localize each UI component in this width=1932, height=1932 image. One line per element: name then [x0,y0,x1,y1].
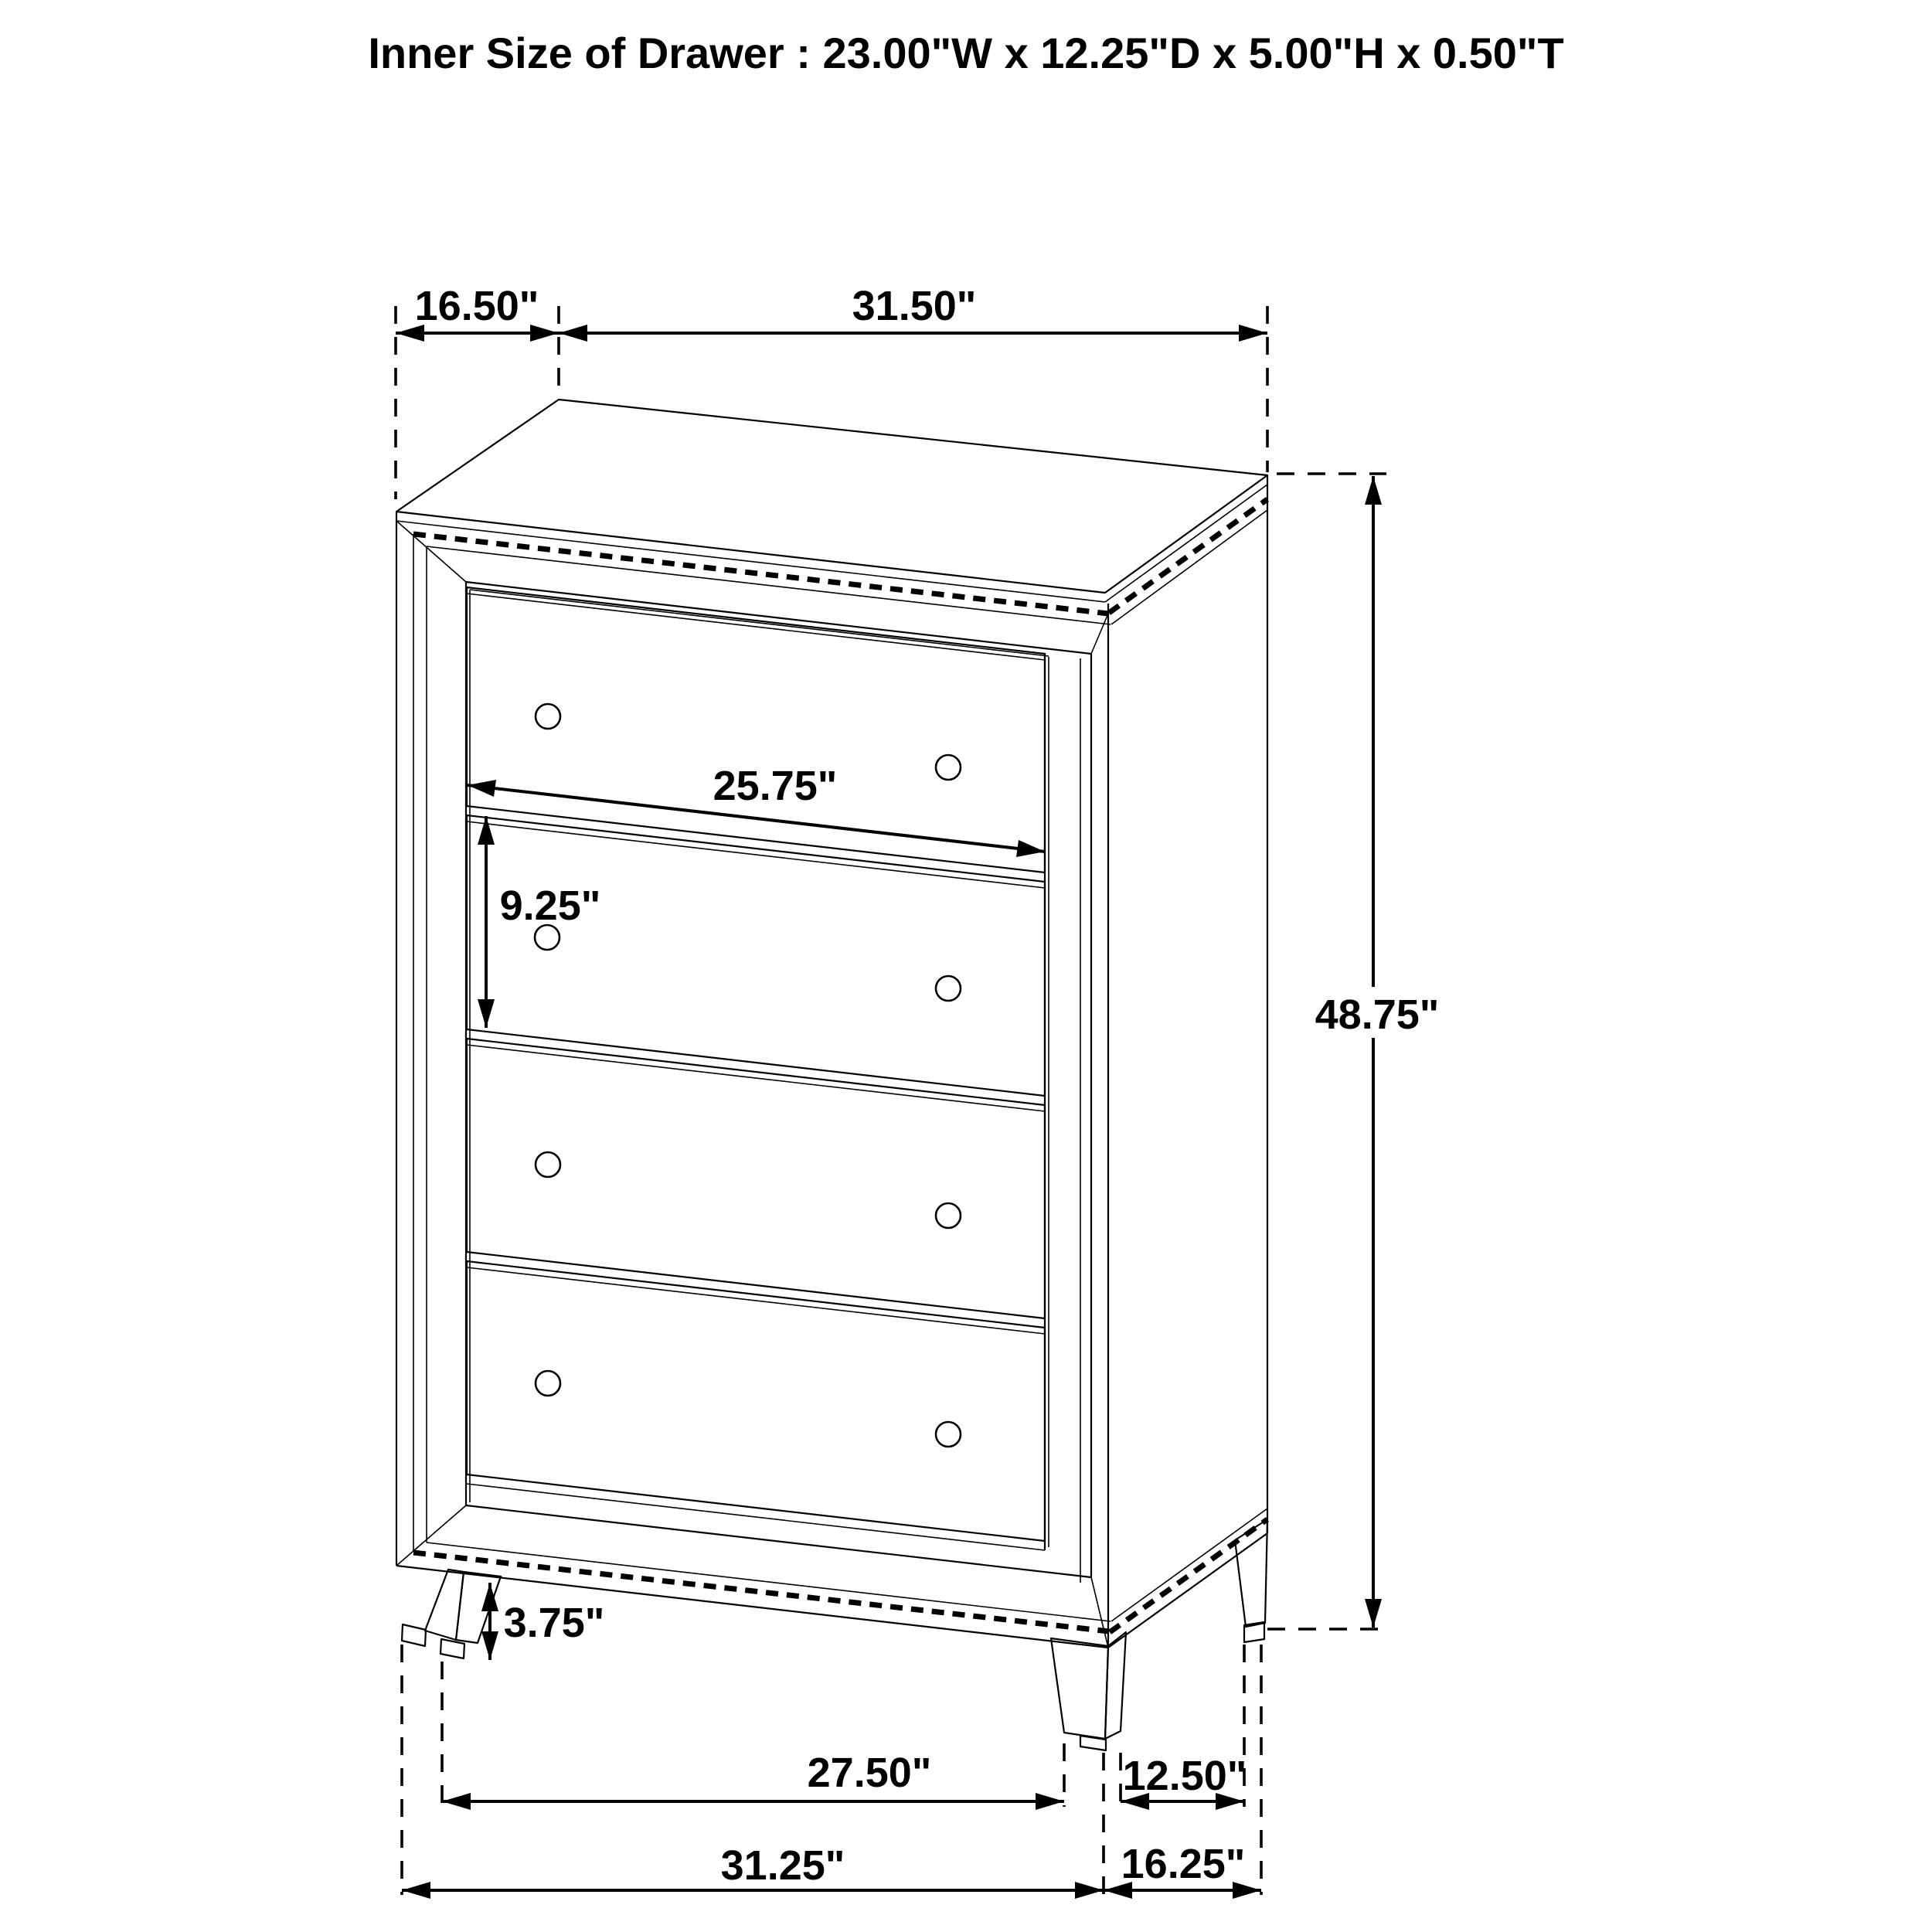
drawer-4-front [467,1261,1045,1541]
front-left-leg-outer-foot-pad [402,1624,426,1646]
opening-bevel-top [470,590,1049,656]
top-molding-groove-front [413,534,1108,614]
drawer-1-front [467,587,1045,872]
arrowhead [559,325,587,342]
drawer-4-knob-right [936,1422,961,1447]
drawer-3-knob-left [536,1152,560,1177]
arrowhead [481,1583,498,1611]
arrowhead [1075,1882,1104,1899]
arrowhead [402,1882,430,1899]
arrowhead [478,816,495,845]
dimension-lines [396,325,1382,1899]
dim-label-top-width: 31.50" [852,283,977,329]
front-right-leg-front-face [1051,1638,1108,1739]
dim-label-base-depth: 16.25" [1121,1841,1246,1887]
drawer-3-knob-right [936,1203,961,1228]
drawer-2-knob-right [936,976,961,1001]
arrowhead [468,780,496,797]
bottom-molding-line-side [1111,1509,1267,1621]
drawer-3-front [467,1039,1045,1318]
drawer-1-knob-right [936,755,961,780]
arrowhead [481,1631,498,1660]
arrowhead [1016,840,1045,857]
drawer-1-bevel [467,594,1045,660]
extension-lines [396,306,1386,1895]
drawer-1-knob-left [536,704,560,729]
front-right-leg-side-face [1105,1632,1126,1739]
drawer-2-front [467,815,1045,1096]
top-slab-edge-front [396,521,1105,602]
drawer-4-knob-left [536,1371,560,1396]
top-molding-miter-right [1091,614,1108,654]
top-molding-line-front [427,546,1111,624]
dim-label-base-width: 31.25" [720,1842,845,1889]
front-left-leg-foot-pad [440,1639,464,1658]
dim-label-drawer-front-width: 25.75" [713,763,838,809]
dim-label-drawer-front-height: 9.25" [499,883,601,929]
drawer-4-bevel [467,1267,1045,1334]
diagram-title: Inner Size of Drawer : 23.00"W x 12.25"D x 5.00"H x 0.50"T [368,29,1564,77]
dim-label-side-feet-span: 12.50" [1122,1753,1247,1799]
dim-label-leg-height: 3.75" [503,1600,605,1646]
dimension-labels [368,29,1563,1889]
dim-label-overall-height: 48.75" [1315,992,1440,1038]
dim-label-front-feet-span: 27.50" [807,1750,932,1796]
back-right-leg [1235,1519,1267,1627]
arrowhead [478,999,495,1028]
dim-label-top-depth: 16.50" [414,283,539,329]
cabinet-drawing [396,400,1267,1750]
top-slab-edge-side [1105,485,1267,602]
frame-bottom-inner-edge [467,1484,1045,1550]
drawer-3-bevel [467,1045,1045,1111]
arrowhead [1365,1599,1382,1628]
arrowhead [442,1793,471,1810]
arrowhead [1036,1793,1064,1810]
face-frame-top-edge [466,582,1091,654]
bottom-molding-miter-right [1091,1577,1108,1648]
top-molding-line-side [1111,510,1267,624]
arrowhead [1239,325,1267,342]
arrowhead [1365,476,1382,505]
cabinet-top-face [396,400,1267,593]
top-molding-miter-left [396,521,466,582]
drawer-2-bevel [467,821,1045,888]
top-molding-groove-side [1109,499,1267,613]
